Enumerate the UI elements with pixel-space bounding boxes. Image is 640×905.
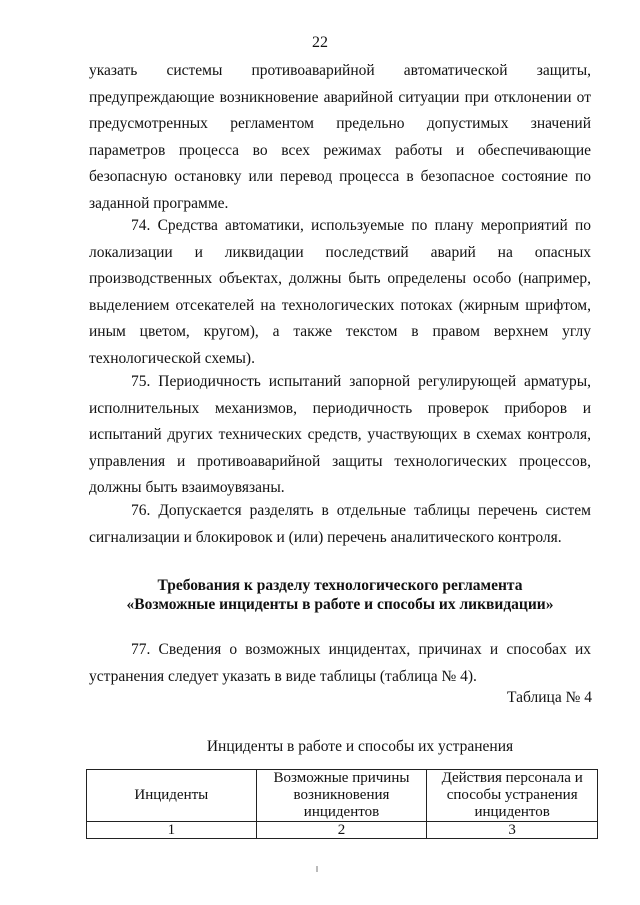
scan-mark <box>316 866 318 872</box>
paragraph-text: 74. Средства автоматики, используемые по плану мероприятий по локализации и ликвидации последствий аварий на опасных производственных объектах, должны быть определены особо (например, выделением отсекателей на технологических потоках (жирным шрифтом, иным цветом, кругом), а также текстом в правом верхнем углу технологической схемы). <box>89 217 591 367</box>
paragraph-text: 77. Сведения о возможных инцидентах, причинах и способах их устранения следует указать в виде таблицы (таблица № 4). <box>89 641 591 685</box>
section-heading <box>89 576 591 614</box>
section-heading-line-1: Требования к разделу технологического регламента <box>157 577 523 594</box>
table-number-cell: 2 <box>256 822 427 839</box>
paragraph-text: указать системы противоаварийной автоматической защиты, предупреждающие возникновение аварийной ситуации при отклонении от предусмотренных регламентом предельно допустимых значений параметров процесса во всех режимах работы и обеспечивающие безопасную остановку или перевод процесса в безопасное состояние по заданной программе. <box>89 62 591 212</box>
table-header-row <box>87 770 598 822</box>
paragraph-75 <box>89 369 591 502</box>
paragraph-74 <box>89 213 591 372</box>
table-number-cell: 1 <box>87 822 257 839</box>
section-heading-line-2: «Возможные инциденты в работе и способы их ликвидации» <box>126 596 554 613</box>
paragraph-77 <box>89 637 591 690</box>
incidents-table <box>86 769 598 839</box>
table-number-cell: 3 <box>427 822 598 839</box>
table-header-cell: Возможные причины возникновения инцидентов <box>256 770 427 822</box>
table-header-cell: Инциденты <box>87 770 257 822</box>
paragraph-text: 76. Допускается разделять в отдельные таблицы перечень систем сигнализации и блокировок и (или) перечень аналитического контроля. <box>89 502 591 546</box>
paragraph-text: 75. Периодичность испытаний запорной регулирующей арматуры, исполнительных механизмов, периодичность проверок приборов и испытаний других технических средств, участвующих в схемах контроля, управления и противоаварийной защиты технологических процессов, должны быть взаимоувязаны. <box>89 373 591 496</box>
page-number: 22 <box>312 34 328 51</box>
table-label: Таблица № 4 <box>507 689 592 706</box>
paragraph-continuation <box>89 58 591 217</box>
table-number-row <box>87 822 598 839</box>
table-header-cell: Действия персонала и способы устранения инцидентов <box>427 770 598 822</box>
table-caption: Инциденты в работе и способы их устранения <box>206 738 514 755</box>
paragraph-76 <box>89 498 591 551</box>
